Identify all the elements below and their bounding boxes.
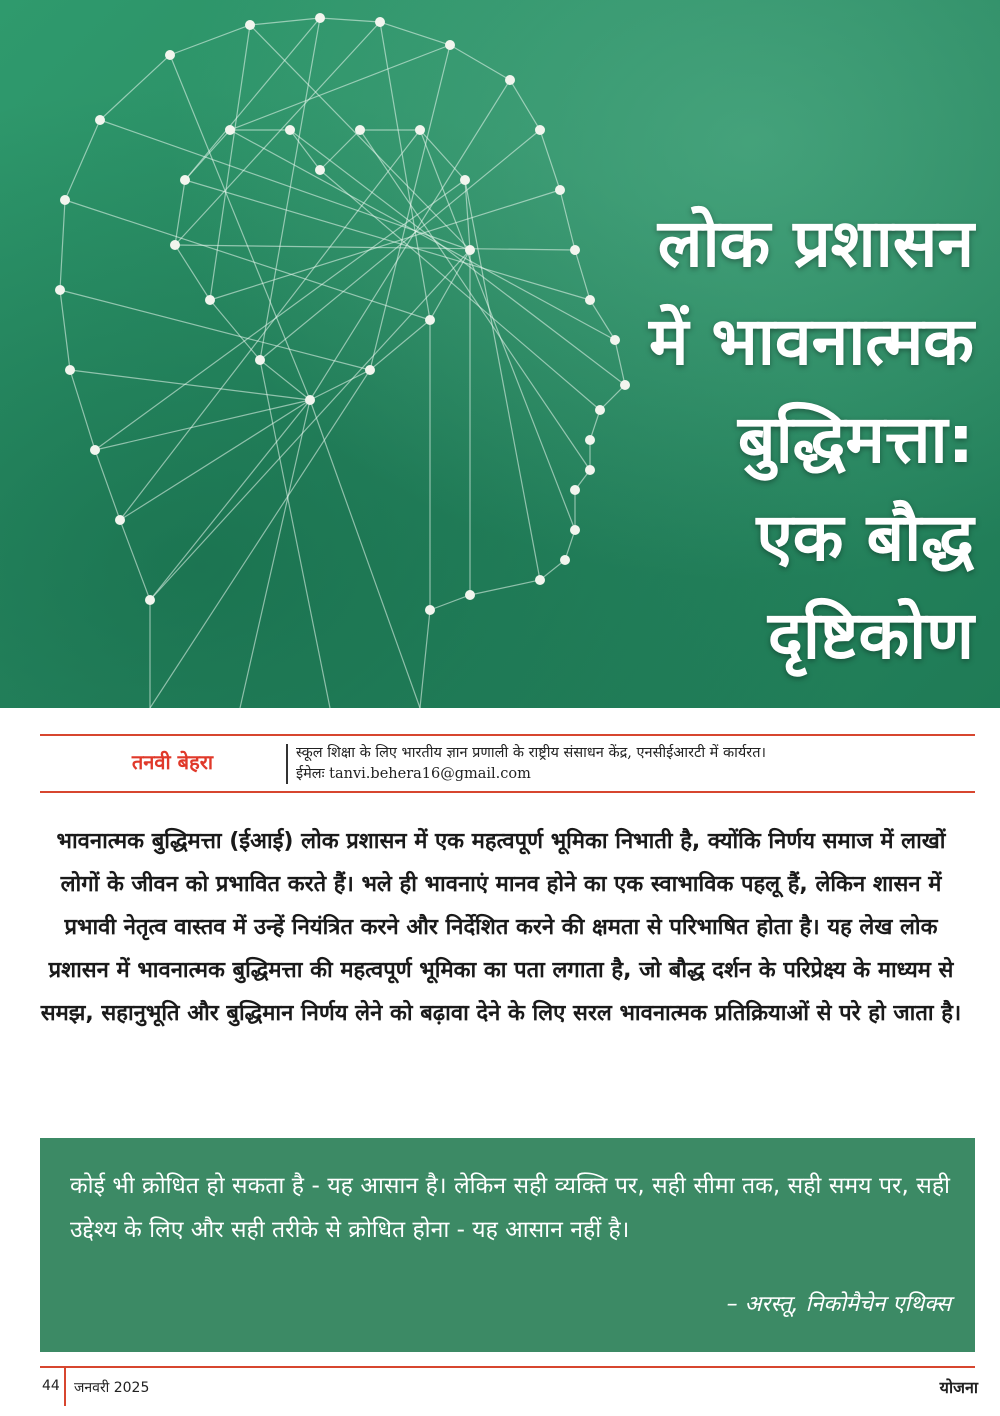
email-label: ईमेलः <box>296 766 325 782</box>
magazine-name: योजना <box>939 1378 978 1397</box>
divider <box>40 791 975 793</box>
title-line: एक बौद्ध <box>756 499 974 576</box>
divider <box>40 1366 975 1368</box>
divider <box>286 744 288 784</box>
author-info <box>296 743 976 785</box>
title-line: लोक प्रशासन <box>657 205 974 282</box>
author-affiliation: स्कूल शिक्षा के लिए भारतीय ज्ञान प्रणाली के राष्ट्रीय संसाधन केंद्र, एनसीईआरटी में कार्यरत। <box>296 745 766 761</box>
article-title <box>554 195 974 685</box>
title-line: में भावनात्मक <box>648 303 974 380</box>
issue-date: जनवरी 2025 <box>74 1380 150 1396</box>
page-number: 44 <box>42 1378 60 1394</box>
title-line: बुद्धिमत्ता: <box>737 401 974 478</box>
title-line: दृष्टिकोण <box>767 597 974 674</box>
article-abstract: भावनात्मक बुद्धिमत्ता (ईआई) लोक प्रशासन में एक महत्वपूर्ण भूमिका निभाती है, क्योंकि निर्णय समाज में लाखों लोगों के जीवन को प्रभावित करते हैं। भले ही भावनाएं मानव होने का एक स्वाभाविक पहलू हैं, लेकिन शासन में प्रभावी नेतृत्व वास्तव में उन्हें नियंत्रित करने और निर्देशित करने की क्षमता से परिभाषित होता है। यह लेख लोक प्रशासन में भावनात्मक बुद्धिमत्ता की महत्वपूर्ण भूमिका का पता लगाता है, जो बौद्ध दर्शन के परिप्रेक्ष्य के माध्यम से समझ, सहानुभूति और बुद्धिमान निर्णय लेने को बढ़ावा देने के लिए सरल भावनात्मक प्रतिक्रियाओं से परे हो जाता है। <box>40 829 962 1026</box>
quote-box <box>40 1138 975 1352</box>
author-email-line <box>296 764 976 785</box>
author-email[interactable]: tanvi.behera16@gmail.com <box>329 766 531 782</box>
quote-text: कोई भी क्रोधित हो सकता है - यह आसान है। लेकिन सही व्यक्ति पर, सही सीमा तक, सही समय पर, सही उद्देश्य के लिए और सही तरीके से क्रोधित होना - यह आसान नहीं है। <box>70 1173 950 1243</box>
author-name: तनवी बेहरा <box>131 750 214 774</box>
quote-attribution: – अरस्तू, निकोमैचेन एथिक्स <box>726 1292 951 1317</box>
divider <box>40 734 975 736</box>
divider <box>64 1366 66 1406</box>
